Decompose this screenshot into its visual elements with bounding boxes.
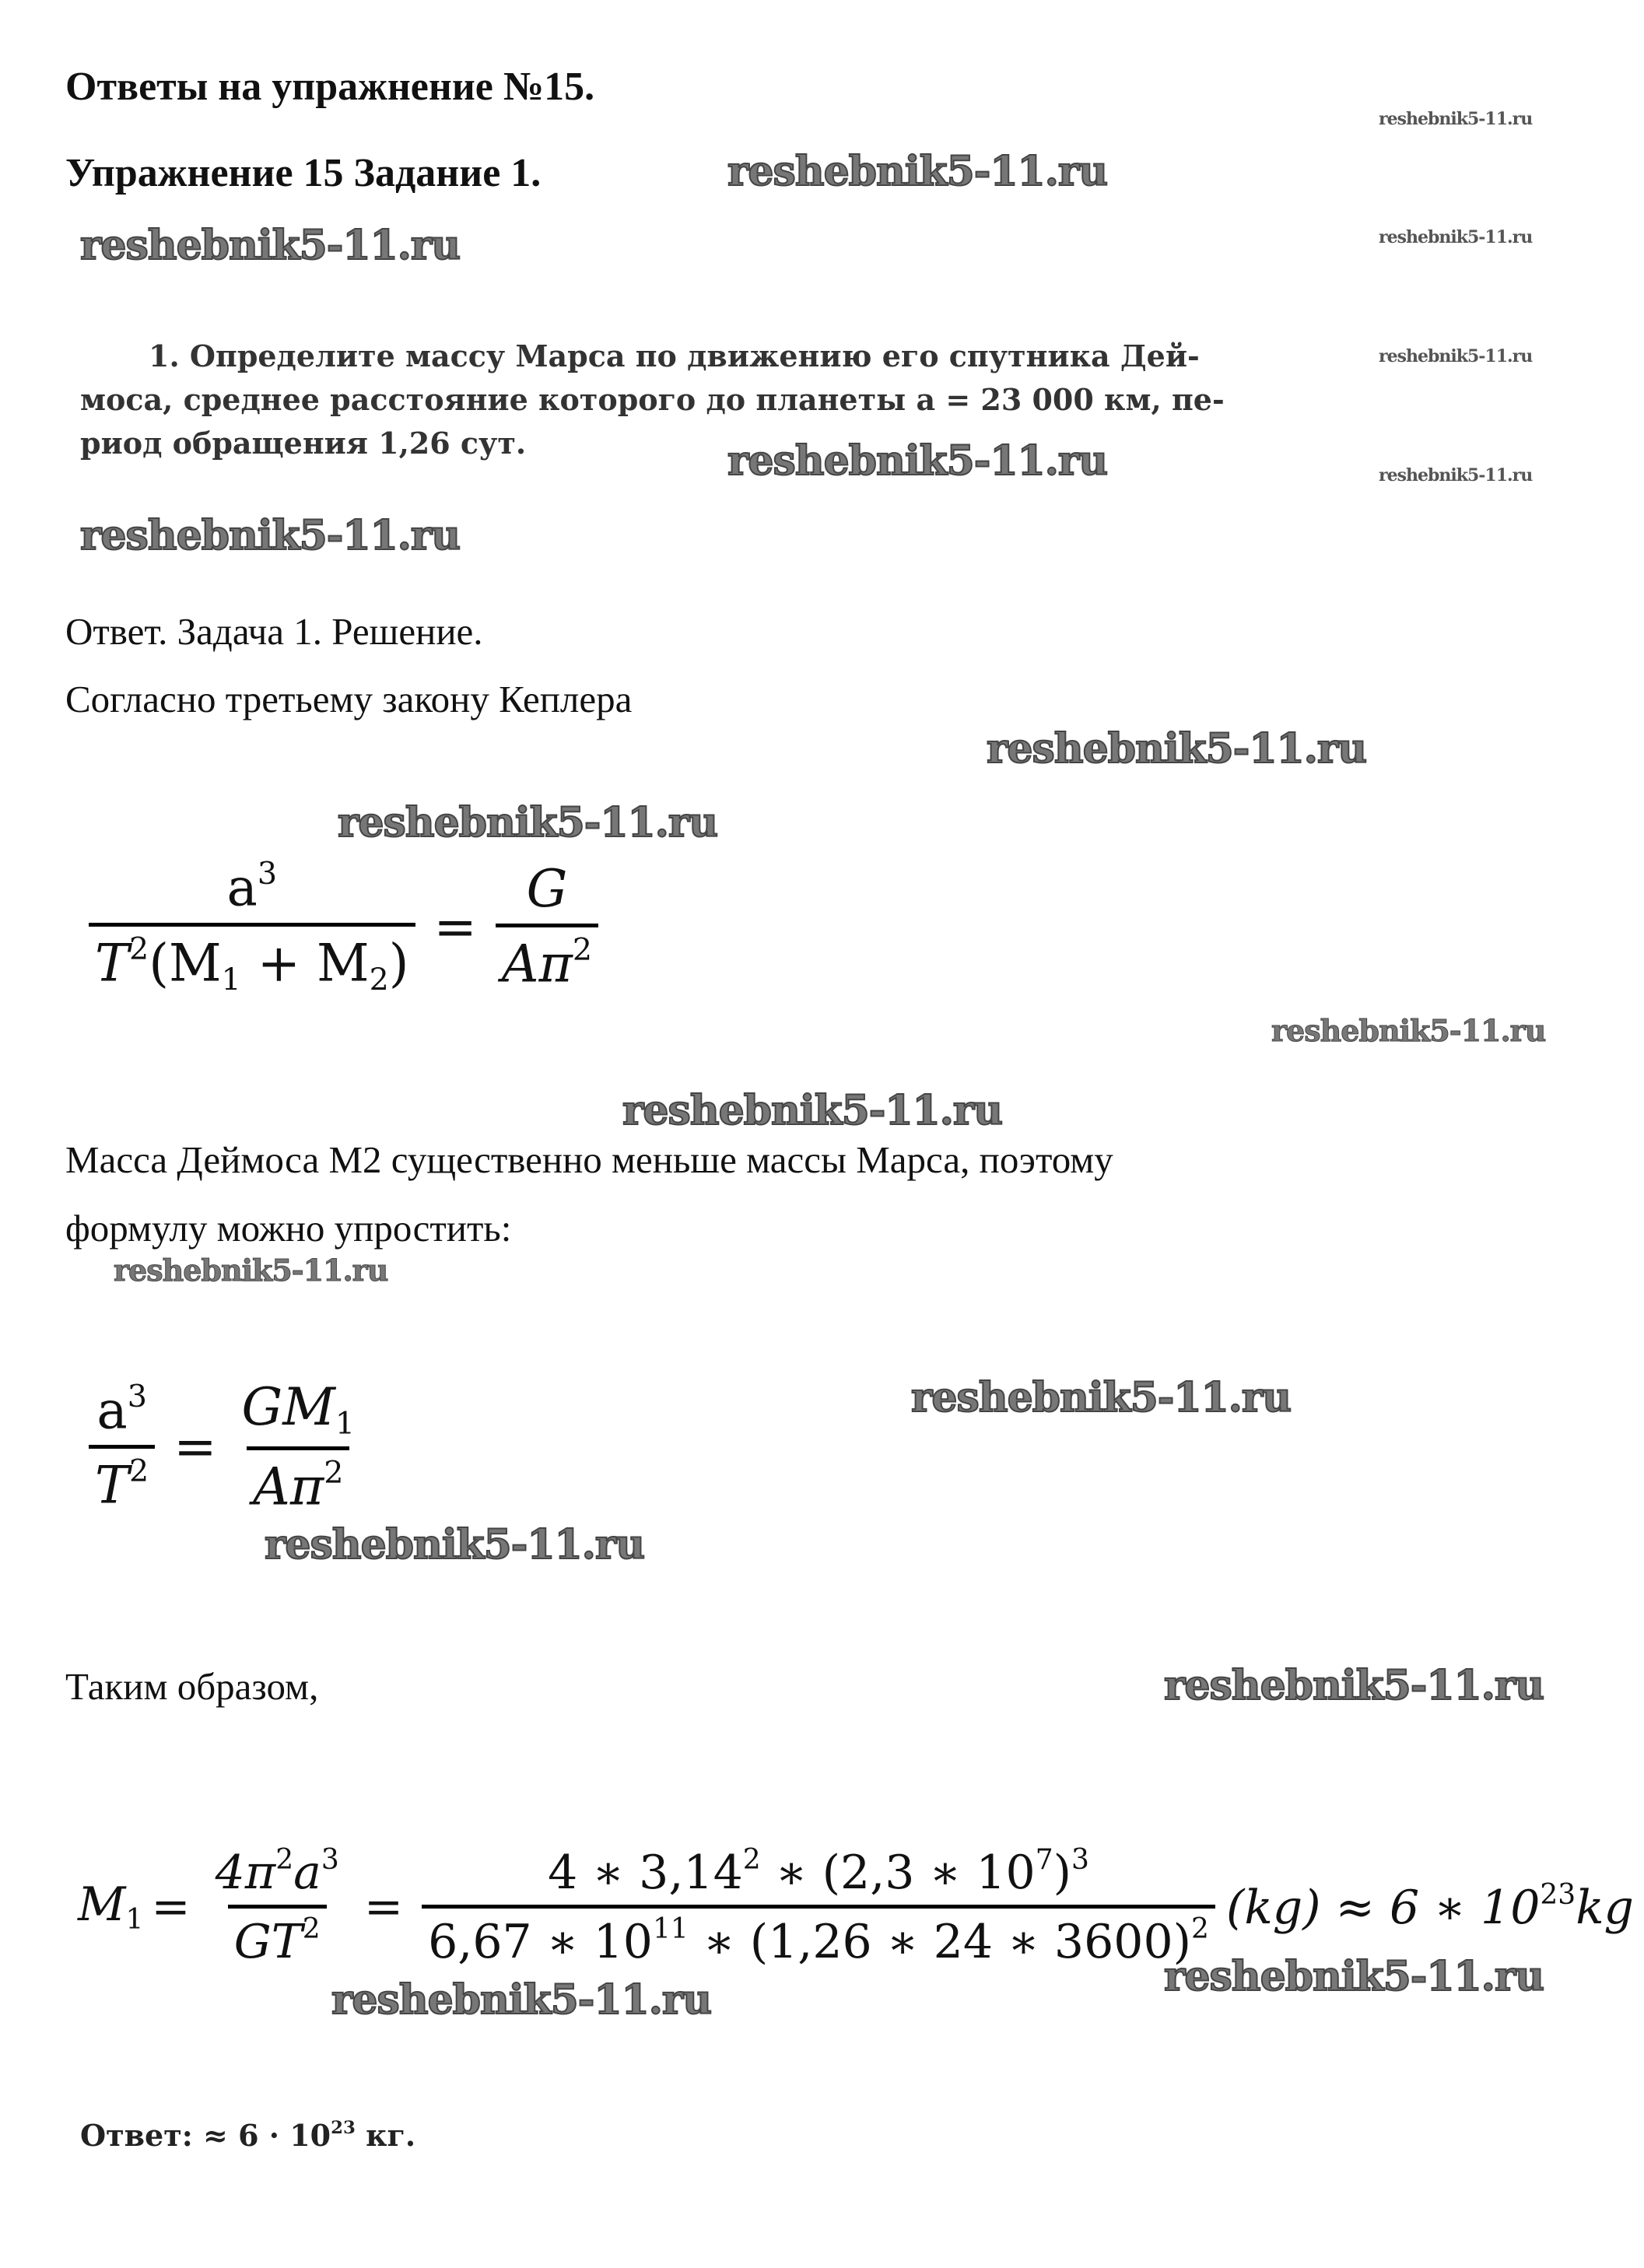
final-answer <box>80 2118 415 2153</box>
math-text: T <box>95 933 130 994</box>
math-text: ∗ (2,3 ∗ 10 <box>760 1846 1036 1901</box>
simplified-formula <box>78 1377 372 1517</box>
math-text: = <box>151 1879 191 1934</box>
watermark: reshebnik5-11.ru <box>1164 1662 1544 1709</box>
math-text: = <box>363 1879 404 1934</box>
watermark: reshebnik5-11.ru <box>1379 465 1533 485</box>
math-text: GT <box>233 1915 303 1970</box>
math-text: 3 <box>321 1844 339 1876</box>
math-text: 2 <box>275 1844 294 1876</box>
fraction <box>422 1844 1215 1969</box>
math-text: 2 <box>129 931 149 967</box>
math-text: 1 <box>335 1405 356 1442</box>
kepler-text: Согласно третьему закону Кеплера <box>65 678 633 720</box>
math-text: 2 <box>302 1913 321 1946</box>
math-text: Ответ: <box>80 2118 193 2153</box>
mass-calculation <box>78 1844 1634 1969</box>
watermark: reshebnik5-11.ru <box>1379 227 1533 247</box>
watermark: reshebnik5-11.ru <box>1271 1013 1546 1048</box>
math-text: 2 <box>129 1453 149 1490</box>
math-text: 6,67 ∗ 10 <box>428 1915 653 1970</box>
fraction <box>236 1377 362 1517</box>
simplify-text: Масса Деймоса М2 существенно меньше массы Марса, поэтому <box>65 1138 1113 1181</box>
page-title: Ответы на упражнение №15. <box>65 65 595 109</box>
math-text: Aπ <box>501 934 573 995</box>
math-text: кг. <box>355 2118 416 2153</box>
math-text: 2 <box>1191 1913 1209 1946</box>
math-text: a <box>96 1380 128 1441</box>
math-text: 1 <box>221 962 241 998</box>
math-text: 2 <box>572 932 593 969</box>
fraction <box>496 859 598 994</box>
math-text: = <box>174 1417 217 1478</box>
math-text: 1 <box>125 1904 144 1937</box>
watermark: reshebnik5-11.ru <box>622 1087 1003 1134</box>
math-text: T <box>95 1456 130 1516</box>
math-text: + M <box>240 933 370 994</box>
watermark: reshebnik5-11.ru <box>1379 346 1533 366</box>
math-text: kg <box>1576 1880 1634 1935</box>
math-text: 23 <box>1540 1878 1576 1911</box>
math-text: (M <box>149 933 222 994</box>
task-line: 1. Определите массу Марса по движению его спутника Дей- <box>149 338 1200 373</box>
math-text: 3 <box>1071 1844 1089 1876</box>
solution-intro: Ответ. Задача 1. Решение. <box>65 610 483 653</box>
simplify-text: формулу можно упростить: <box>65 1207 512 1250</box>
math-text: 2 <box>369 962 389 998</box>
task-line: моса, среднее расстояние которого до планеты a = 23 000 км, пе- <box>80 382 1225 417</box>
watermark: reshebnik5-11.ru <box>338 799 718 847</box>
watermark: reshebnik5-11.ru <box>987 725 1367 773</box>
math-text: ∗ (1,26 ∗ 24 ∗ 3600) <box>688 1915 1192 1970</box>
math-text: 4 ∗ 3,14 <box>548 1846 743 1901</box>
math-text: 23 <box>331 2118 356 2139</box>
task-line: риод обращения 1,26 сут. <box>80 426 527 461</box>
math-text: 3 <box>127 1378 147 1414</box>
watermark: reshebnik5-11.ru <box>911 1374 1292 1421</box>
watermark: reshebnik5-11.ru <box>80 222 461 269</box>
watermark: reshebnik5-11.ru <box>1164 1953 1544 2000</box>
math-text: 3 <box>257 856 278 892</box>
kepler-formula <box>78 856 609 997</box>
math-text: 2 <box>324 1454 344 1491</box>
task-statement <box>80 335 1225 465</box>
exercise-heading: Упражнение 15 Задание 1. <box>65 151 542 195</box>
fraction <box>89 1379 155 1516</box>
math-text: a <box>226 857 258 918</box>
watermark: reshebnik5-11.ru <box>80 512 461 559</box>
fraction <box>89 856 415 997</box>
math-text: 7 <box>1035 1844 1053 1876</box>
math-text: 11 <box>652 1913 689 1946</box>
math-text: ) <box>1053 1846 1072 1901</box>
math-text: = <box>433 896 477 957</box>
thus-text: Таким образом, <box>65 1665 319 1708</box>
math-text: G <box>526 859 568 920</box>
watermark: reshebnik5-11.ru <box>1379 109 1533 129</box>
watermark: reshebnik5-11.ru <box>114 1253 388 1288</box>
watermark: reshebnik5-11.ru <box>265 1521 645 1569</box>
watermark: reshebnik5-11.ru <box>331 1976 712 2024</box>
watermark: reshebnik5-11.ru <box>727 148 1108 195</box>
math-text: GM <box>241 1377 335 1437</box>
math-text: M <box>78 1877 126 1933</box>
math-text: Aπ <box>253 1456 324 1517</box>
math-text: 2 <box>742 1844 761 1876</box>
math-text: ≈ 6 · 10 <box>203 2118 331 2153</box>
fraction <box>209 1844 345 1969</box>
math-text: 4π <box>215 1846 276 1901</box>
math-text: (kg) ≈ 6 ∗ 10 <box>1225 1880 1541 1935</box>
math-text: ) <box>388 933 409 994</box>
watermark: reshebnik5-11.ru <box>727 437 1108 485</box>
math-text: a <box>293 1846 321 1901</box>
